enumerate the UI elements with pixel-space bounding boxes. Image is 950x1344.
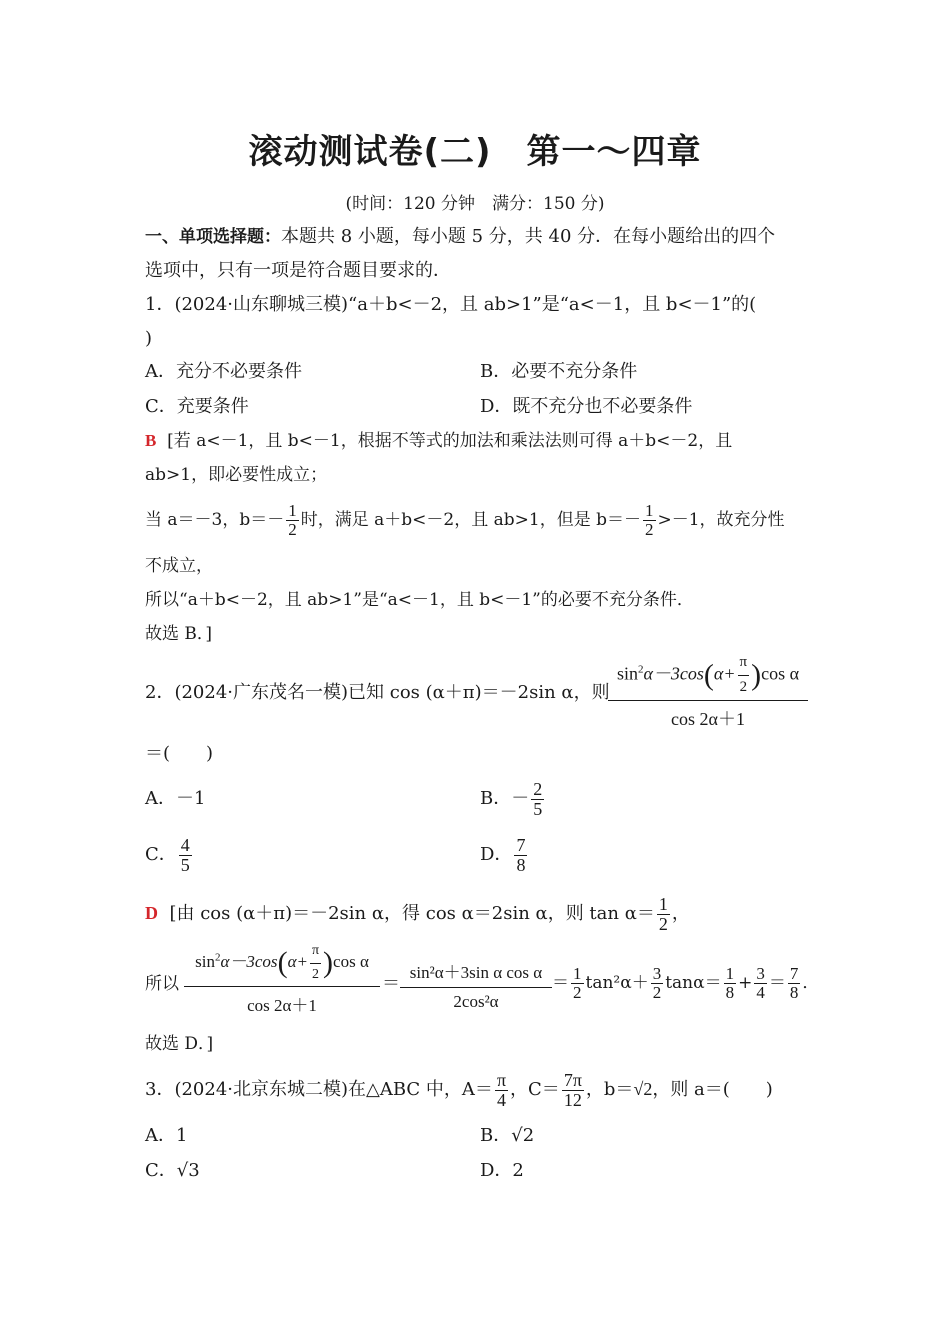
frac-num: 4 xyxy=(180,834,190,855)
eq-sign-1: ＝ xyxy=(382,973,400,994)
section-heading xyxy=(145,225,810,249)
frac-num: 1 xyxy=(573,964,582,984)
tail-period: ． xyxy=(802,973,820,993)
q2-solution-3: 故选 D．] xyxy=(145,1034,214,1054)
frac-num: 3 xyxy=(756,964,765,984)
frac-den: 5 xyxy=(180,854,190,875)
frac-den: 8 xyxy=(725,983,735,1002)
expr-alpha: α+ xyxy=(713,663,736,684)
page-title: 滚动测试卷(二) 第一～四章 xyxy=(248,132,702,172)
q3-stem-a: 3．(2024·北京东城二模)在△ABC 中，A＝ xyxy=(145,1079,493,1100)
q2-expr-denominator: cos 2α＋1 xyxy=(671,708,745,729)
tail-term-1: tan²α＋ xyxy=(585,973,649,993)
option-frac xyxy=(179,836,192,875)
tail-frac-eighth xyxy=(724,965,737,1002)
tail-frac-half xyxy=(571,965,584,1002)
expr-cos-alpha: cos α xyxy=(761,663,800,684)
q1-option-b: B．必要不充分条件 xyxy=(480,361,638,382)
frac-num: 1 xyxy=(658,893,668,914)
q1-half-frac-2 xyxy=(643,502,656,539)
expr-cos-alpha: cos α xyxy=(333,952,369,972)
q1-solution-2: ab>1，即必要性成立； xyxy=(145,465,328,485)
sol-frac1-den: cos 2α＋1 xyxy=(247,996,317,1016)
q2-sol-frac-2 xyxy=(400,958,552,1012)
q1-stem-2: ) xyxy=(145,328,153,349)
q2-sol-frac-1 xyxy=(184,944,380,1016)
expr-cos: α－3cos xyxy=(643,663,704,684)
frac-num: 3 xyxy=(652,964,662,984)
q2-sol-prefix: 所以 xyxy=(145,974,179,994)
q1-option-d: D．既不充分也不必要条件 xyxy=(480,396,693,417)
q1-stem-1: 1．(2024·山东聊城三模)“a＋b<－2，且 ab>1”是“a<－1，且 b<－1”的( xyxy=(145,294,757,315)
q3-option-d: D．2 xyxy=(480,1160,524,1181)
tail-term-2: tanα＝ xyxy=(665,973,722,993)
frac-den: 2 xyxy=(658,913,668,934)
expr-sup: 2 xyxy=(214,951,221,964)
q1-solution-1 xyxy=(145,429,810,453)
option-label: B．－ xyxy=(480,788,530,809)
section-title: 一、单项选择题： xyxy=(145,227,281,247)
q1-option-a: A．充分不必要条件 xyxy=(145,361,302,382)
frac-den: 8 xyxy=(789,983,799,1002)
q2-option-c xyxy=(145,832,194,878)
q3-option-b: B．√2 xyxy=(480,1125,535,1146)
q3-stem-d: ，则 a＝( ) xyxy=(652,1079,773,1100)
option-frac xyxy=(514,836,527,875)
frac-num: 1 xyxy=(725,964,735,984)
eq-sign-3: ＝ xyxy=(768,973,786,993)
option-label: C． xyxy=(145,844,177,865)
q1-solution-5: 所以“a＋b<－2，且 ab>1”是“a<－1，且 b<－1”的必要不充分条件． xyxy=(145,590,694,610)
frac-num: π xyxy=(738,655,750,676)
frac-num: π xyxy=(496,1069,507,1090)
frac-den: 12 xyxy=(563,1089,582,1110)
frac-num: 7 xyxy=(789,964,799,984)
q2-expr-numerator xyxy=(608,655,808,701)
q1-sol-text-1: [若 a<－1，且 b<－1，根据不等式的加法和乘法法则可得 a＋b<－2，且 xyxy=(167,431,733,451)
q2-option-d xyxy=(480,832,529,878)
q2-option-b xyxy=(480,776,546,822)
q2-answer: D xyxy=(145,903,158,923)
q2-stem-1: 2．(2024·广东茂名一模)已知 cos (α＋π)＝－2sin α，则 xyxy=(145,682,610,703)
paren-close: ) xyxy=(751,658,762,692)
q3-radical: √2 xyxy=(633,1079,653,1099)
q1-solution-6: 故选 B．] xyxy=(145,624,213,644)
q2-solution-1 xyxy=(145,890,810,937)
option-frac xyxy=(531,780,544,819)
expr-cos: α－3cos xyxy=(220,952,278,972)
sol-frac1-num xyxy=(184,944,380,987)
q2-option-a: A．－1 xyxy=(145,788,206,809)
q3-frac-a xyxy=(495,1071,508,1110)
q1-solution-4: 不成立， xyxy=(145,556,213,576)
q1-option-c: C．充要条件 xyxy=(145,396,249,417)
section-desc-2: 选项中，只有一项是符合题目要求的． xyxy=(145,260,451,281)
frac-den: 2 xyxy=(739,678,748,695)
q1-half-frac-1 xyxy=(286,502,299,539)
eq-sign-2: ＝ xyxy=(552,973,569,993)
section-desc-1: 本题共 8 小题，每小题 5 分，共 40 分．在每小题给出的四个 xyxy=(281,226,776,247)
q2-tan-frac xyxy=(657,895,670,934)
frac-num: π xyxy=(310,944,321,964)
sol-frac2-num: sin²α＋3sin α cos α xyxy=(400,958,552,988)
frac-den: 2 xyxy=(288,520,297,539)
frac-num: 1 xyxy=(645,501,654,521)
paren-open: ( xyxy=(277,946,288,980)
option-label: D． xyxy=(480,844,513,865)
exam-info: (时间：120 分钟 满分：150 分) xyxy=(345,194,605,214)
frac-den: 4 xyxy=(756,983,765,1002)
q2-sol-text-1: [由 cos (α＋π)＝－2sin α，得 cos α＝2sin α，则 tan α＝ xyxy=(169,903,655,924)
frac-den: 2 xyxy=(573,983,582,1002)
tail-frac-three-quarters xyxy=(754,965,767,1002)
tail-frac-seven-eighths xyxy=(788,965,801,1002)
q1-answer: B xyxy=(145,431,157,450)
q2-expression xyxy=(608,655,808,731)
frac-den: 2 xyxy=(645,520,654,539)
frac-num: 1 xyxy=(288,501,297,521)
frac-den: 5 xyxy=(533,798,543,819)
expr-pi-frac xyxy=(738,655,750,696)
q2-sol-comma: ， xyxy=(671,903,690,924)
q3-option-c: C．√3 xyxy=(145,1160,200,1181)
frac-num: 2 xyxy=(533,778,543,799)
expr-pi-frac xyxy=(310,944,321,982)
expr-alpha: α+ xyxy=(287,952,308,972)
q3-stem-c: ，b＝ xyxy=(585,1079,634,1100)
q3-option-a: A．1 xyxy=(145,1125,188,1146)
q3-stem-b: ，C＝ xyxy=(510,1079,560,1100)
frac-den: 2 xyxy=(312,966,319,982)
tail-frac-three-halves xyxy=(651,965,664,1002)
q2-stem-2: ＝( ) xyxy=(145,743,214,764)
frac-den: 8 xyxy=(516,854,526,875)
expr-sup: 2 xyxy=(637,663,644,676)
expr-sin: sin xyxy=(195,952,215,972)
frac-den: 4 xyxy=(496,1089,506,1110)
sol-frac2-den: 2cos²α xyxy=(453,992,499,1011)
plus-sign: + xyxy=(738,973,753,993)
q1-solution-3 xyxy=(145,500,810,540)
q1-sol-text-3c: >－1，故充分性 xyxy=(657,510,785,530)
q3-stem xyxy=(145,1066,810,1113)
q1-sol-text-3b: 时，满足 a＋b<－2，且 ab>1，但是 b＝－ xyxy=(300,510,641,530)
q1-sol-text-3a: 当 a＝－3，b＝－ xyxy=(145,510,285,530)
q2-sol-tail xyxy=(552,958,819,1008)
expr-sin: sin xyxy=(616,663,638,684)
paren-open: ( xyxy=(703,658,714,692)
frac-den: 2 xyxy=(652,983,662,1002)
paren-close: ) xyxy=(323,946,334,980)
frac-num: 7 xyxy=(516,834,526,855)
q3-frac-c xyxy=(562,1071,584,1110)
frac-num: 7π xyxy=(563,1069,582,1090)
